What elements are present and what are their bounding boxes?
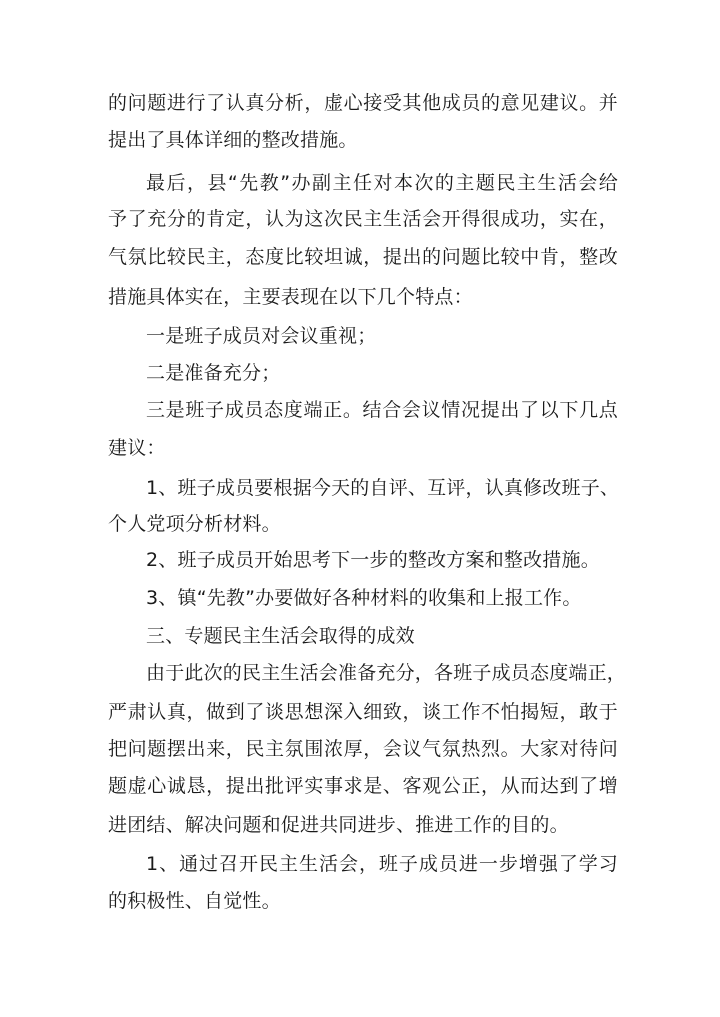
text-line: 三是班子成员态度端正。结合会议情况提出了以下几点 (146, 399, 618, 421)
text-line: 的问题进行了认真分析，虚心接受其他成员的意见建议。并 (108, 92, 618, 114)
text-line: 2、班子成员开始思考下一步的整改方案和整改措施。 (146, 549, 600, 571)
text-line: 个人党项分析材料。 (108, 513, 281, 535)
text-line: 二是准备充分； (146, 362, 281, 384)
text-line: 3、镇“先教”办要做好各种材料的收集和上报工作。 (146, 587, 582, 609)
text-line: 的积极性、自觉性。 (108, 890, 281, 912)
text-line: 进团结、解决问题和促进共同进步、推进工作的目的。 (108, 814, 569, 836)
text-line: 予了充分的肯定，认为这次民主生活会开得很成功，实在， (108, 208, 618, 230)
text-line: 把问题摆出来，民主氛围浓厚，会议气氛热烈。大家对待问 (108, 738, 618, 760)
text-line: 建议： (108, 437, 166, 459)
text-line: 措施具体实在，主要表现在以下几个特点： (108, 286, 473, 308)
text-line: 1、班子成员要根据今天的自评、互评，认真修改班子、 (146, 477, 620, 499)
text-line: 最后，县“先教”办副主任对本次的主题民主生活会给 (146, 172, 618, 194)
text-line: 题虚心诚恳，提出批评实事求是、客观公正，从而达到了增 (108, 775, 618, 797)
text-line: 提出了具体详细的整改措施。 (108, 129, 358, 151)
text-line: 由于此次的民主生活会准备充分，各班子成员态度端正， (146, 662, 627, 684)
text-line: 一是班子成员对会议重视； (146, 325, 377, 347)
section-heading: 三、专题民主生活会取得的成效 (146, 625, 415, 647)
text-line: 严肃认真，做到了谈思想深入细致，谈工作不怕揭短，敢于 (108, 701, 618, 723)
text-line: 1、通过召开民主生活会，班子成员进一步增强了学习 (146, 853, 618, 875)
text-line: 气氛比较民主，态度比较坦诚，提出的问题比较中肯，整改 (108, 246, 618, 268)
